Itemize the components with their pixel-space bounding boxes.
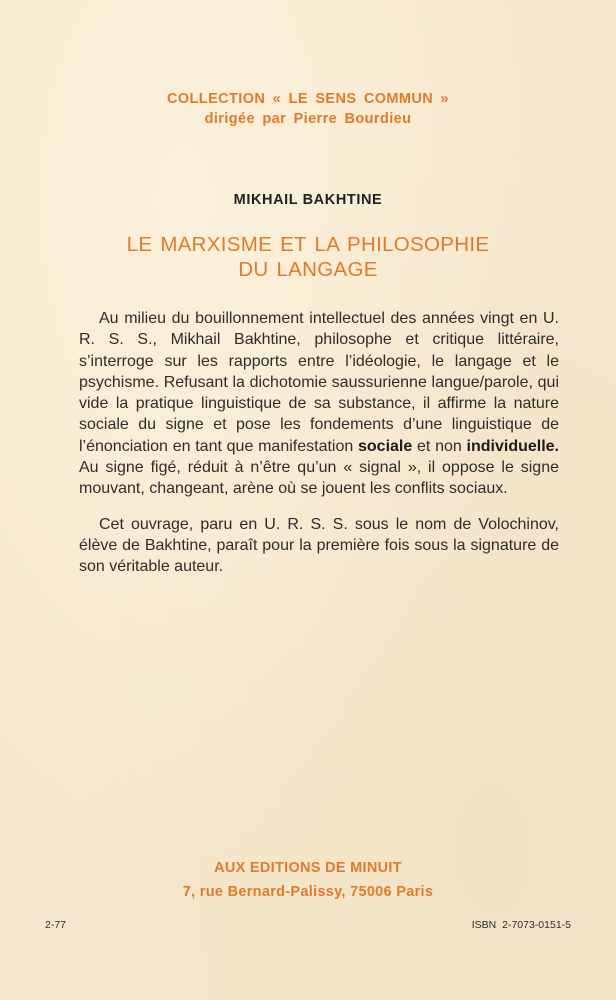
publisher-name: AUX EDITIONS DE MINUIT xyxy=(214,860,402,876)
emphasis-individuelle: individuelle. xyxy=(466,437,559,455)
blurb-text: Au milieu du bouillonnement intellectuel des années vingt en U. R. S. S., Mikhail Bakhtine, philosophe et critique littéraire, s’interroge sur les rapports entre l’idéologie, le langage et le psychisme. Refusant la dichotomie saussurienne langue/parole, qui vide la pratique linguistique de sa substance, il affirme la nature sociale du signe et pose les fondements d’une linguistique de l’énonciation en tant que manifestation xyxy=(79,310,559,455)
author-name: MIKHAIL BAKHTINE xyxy=(233,192,383,208)
publisher-address: 7, rue Bernard-Palissy, 75006 Paris xyxy=(182,884,434,900)
collection-header xyxy=(0,89,616,129)
blurb-text: et non xyxy=(412,437,467,455)
blurb-paragraph-2: Cet ouvrage, paru en U. R. S. S. sous le nom de Volochinov, élève de Bakhtine, paraît pour la première fois sous la signature de son véritable auteur. xyxy=(79,515,559,576)
emphasis-sociale: sociale xyxy=(358,437,413,455)
print-code: 2-77 xyxy=(45,919,67,931)
book-title-line1: LE MARXISME ET LA PHILOSOPHIE xyxy=(126,233,490,256)
blurb-text: Au signe figé, réduit à n’être qu’un « signal », il oppose le signe mouvant, changeant, arène où se jouent les conflits sociaux. xyxy=(79,459,559,498)
blurb-paragraph-1 xyxy=(79,308,559,500)
blurb xyxy=(79,308,559,592)
publisher-block xyxy=(0,856,616,904)
collection-editor: dirigée par Pierre Bourdieu xyxy=(204,111,412,127)
isbn: ISBN 2-7073-0151-5 xyxy=(471,919,571,931)
book-title xyxy=(0,232,616,282)
book-title-line2: DU LANGAGE xyxy=(238,258,378,281)
collection-name: COLLECTION « LE SENS COMMUN » xyxy=(167,91,449,107)
